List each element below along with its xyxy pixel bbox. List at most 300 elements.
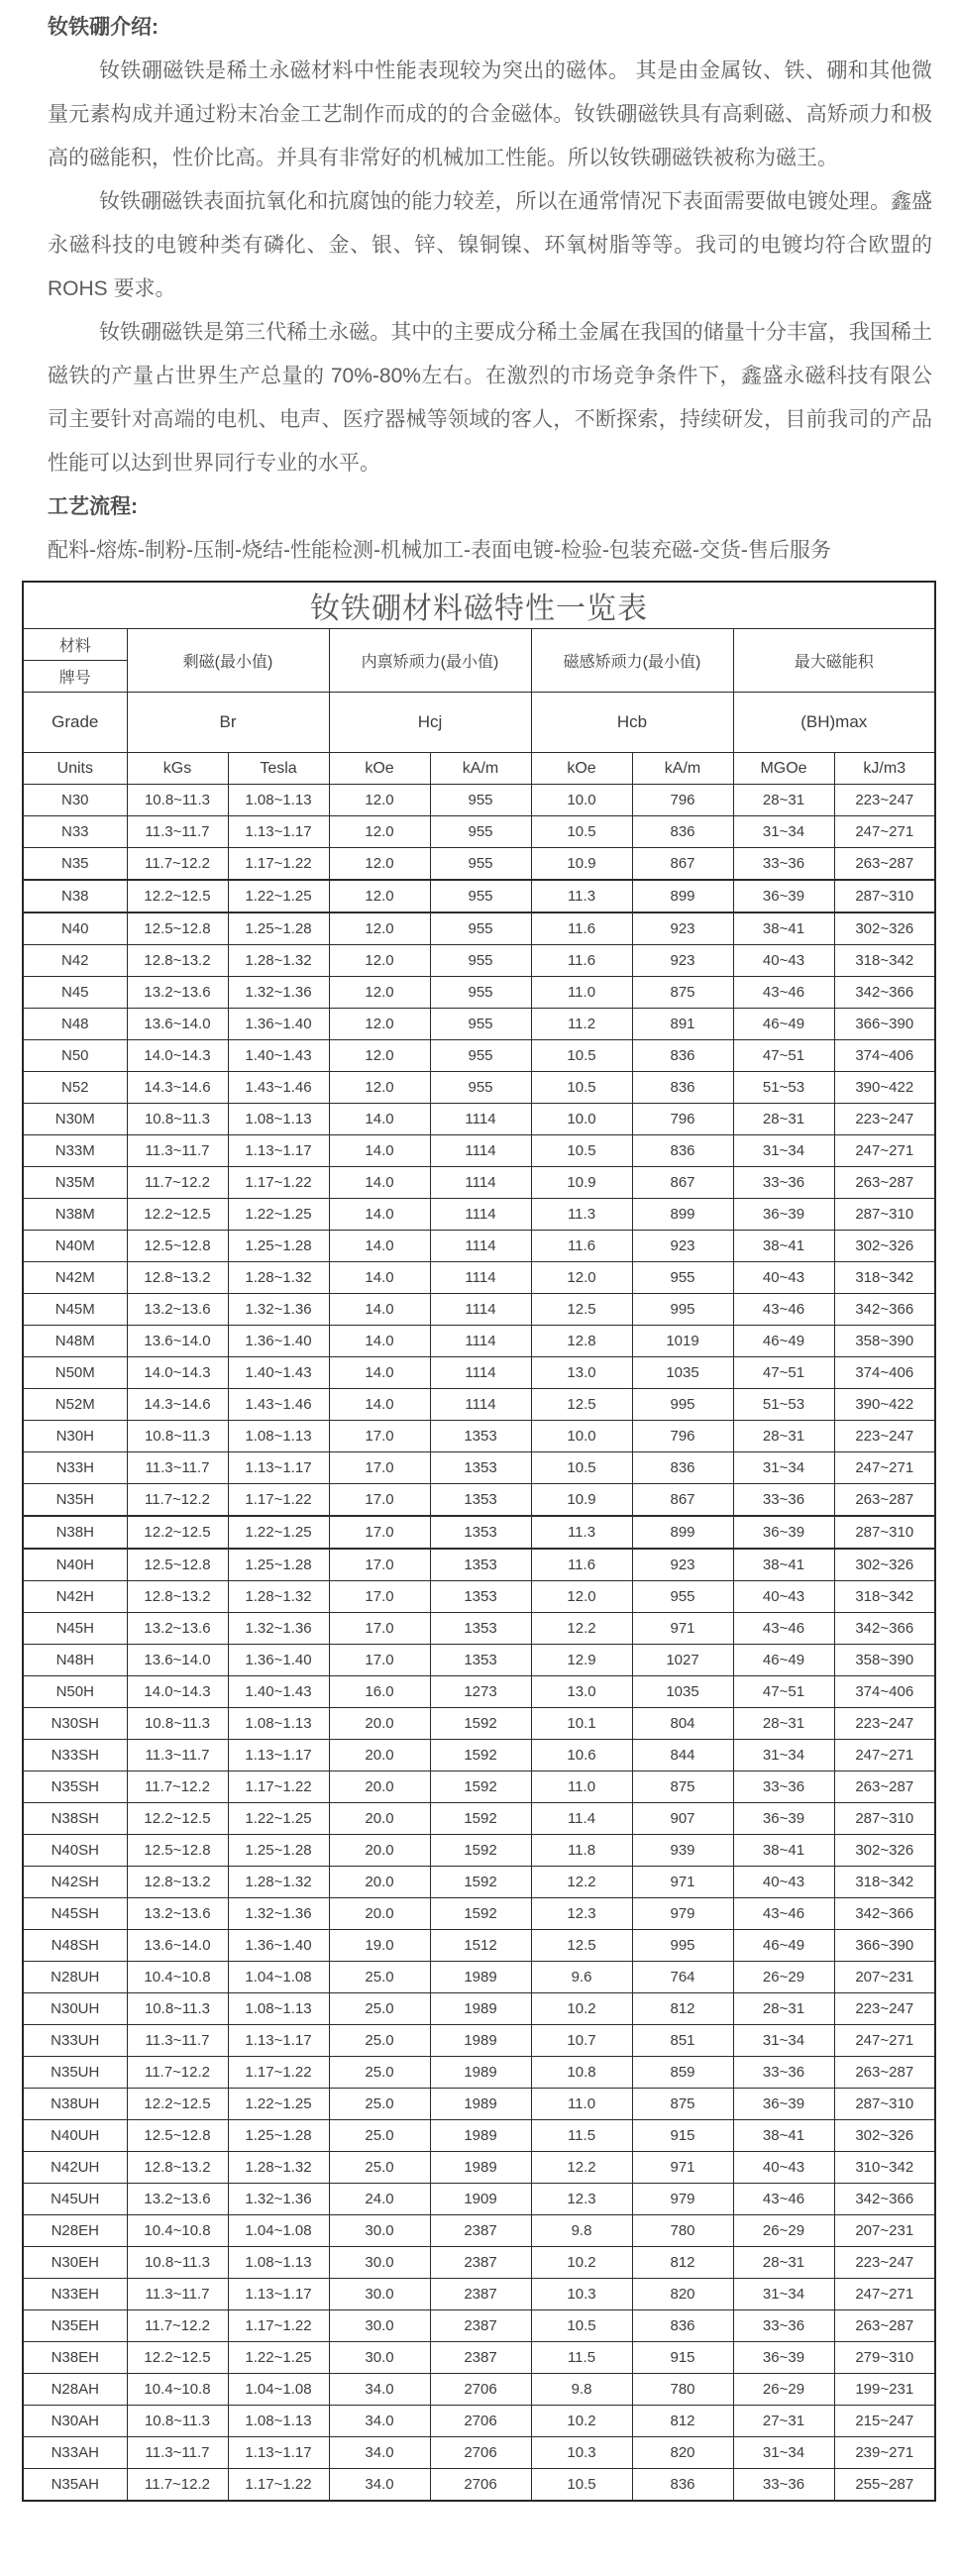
cell-value: 46~49 [733,1009,834,1040]
cell-value: 26~29 [733,2374,834,2406]
table-row [23,2279,935,2310]
cell-value: 1.17~1.22 [228,1771,329,1803]
cell-value: 10.1 [531,1708,632,1740]
cell-value: 302~326 [834,1231,935,1262]
cell-value: 10.4~10.8 [127,2374,228,2406]
cell-value: 46~49 [733,1645,834,1676]
cell-value: 12.5~12.8 [127,1835,228,1867]
cell-value: 12.2~12.5 [127,2342,228,2374]
table-title-row [23,582,935,629]
cell-value: 979 [632,1898,733,1930]
cell-value: 10.3 [531,2437,632,2469]
cell-value: 1.04~1.08 [228,2374,329,2406]
cell-value: 10.4~10.8 [127,2215,228,2247]
table-row [23,1357,935,1389]
cell-value: 1.08~1.13 [228,1708,329,1740]
cell-value: 1989 [430,2120,531,2152]
cell-value: 10.8~11.3 [127,2406,228,2437]
unit-kjm3: kJ/m3 [834,753,935,785]
cell-value: 374~406 [834,1357,935,1389]
cell-value: 1.32~1.36 [228,1613,329,1645]
cell-value: 13.2~13.6 [127,2184,228,2215]
cell-value: 915 [632,2120,733,2152]
cell-value: 1.17~1.22 [228,2057,329,2089]
cell-value: 12.2 [531,2152,632,2184]
cell-value: 13.2~13.6 [127,1294,228,1326]
cell-value: 223~247 [834,785,935,816]
cell-value: 867 [632,1484,733,1517]
cell-value: 20.0 [329,1867,430,1898]
table-row [23,1104,935,1135]
cell-value: 1114 [430,1167,531,1199]
table-row [23,1167,935,1199]
cell-grade: N30H [23,1421,127,1452]
cell-value: 14.3~14.6 [127,1072,228,1104]
cell-value: 875 [632,977,733,1009]
cell-value: 939 [632,1835,733,1867]
cell-value: 25.0 [329,1962,430,1993]
cell-grade: N35EH [23,2310,127,2342]
cell-value: 10.3 [531,2279,632,2310]
intro-paragraph-1: 钕铁硼磁铁是稀土永磁材料中性能表现较为突出的磁体。 其是由金属钕、铁、硼和其他微量元素构成并通过粉末冶金工艺制作而成的的合金磁体。钕铁硼磁铁具有高剩磁、高矫顽力和极高的磁能积，性价比高。并具有非常好的机械加工性能。所以钕铁硼磁铁被称为磁王。 [48,59,932,169]
cell-value: 263~287 [834,1771,935,1803]
cell-value: 955 [430,977,531,1009]
cell-value: 1.36~1.40 [228,1326,329,1357]
cell-value: 12.2~12.5 [127,880,228,912]
cell-value: 38~41 [733,1549,834,1581]
symbol-row [23,693,935,753]
cell-value: 14.0 [329,1199,430,1231]
cell-value: 34.0 [329,2469,430,2502]
cell-value: 1.13~1.17 [228,1740,329,1771]
cell-value: 31~34 [733,2025,834,2057]
cell-value: 31~34 [733,1135,834,1167]
cell-value: 31~34 [733,816,834,848]
cell-value: 263~287 [834,848,935,881]
cell-value: 12.5~12.8 [127,1231,228,1262]
cell-value: 24.0 [329,2184,430,2215]
cell-value: 223~247 [834,1708,935,1740]
table-row [23,2184,935,2215]
cell-value: 844 [632,1740,733,1771]
cell-grade: N40SH [23,1835,127,1867]
cell-grade: N38H [23,1516,127,1549]
cell-value: 1.08~1.13 [228,785,329,816]
cell-grade: N30SH [23,1708,127,1740]
cell-value: 342~366 [834,1898,935,1930]
cell-grade: N42UH [23,2152,127,2184]
cell-value: 1.22~1.25 [228,1803,329,1835]
cell-value: 34.0 [329,2437,430,2469]
cell-value: 10.8~11.3 [127,1421,228,1452]
intro-paragraph-3: 钕铁硼磁铁是第三代稀土永磁。其中的主要成分稀土金属在我国的储量十分丰富，我国稀土磁铁的产量占世界生产总量的 70%-80%左右。在激烈的市场竞争条件下，鑫盛永磁科技有限公司主要针对高端的电机、电声、医疗器械等领域的客人，不断探索，持续研发，目前我司的产品性能可以达到世界同行专业的水平。 [48,321,932,475]
cell-value: 2706 [430,2406,531,2437]
cell-value: 1.04~1.08 [228,2215,329,2247]
cell-value: 12.2~12.5 [127,1803,228,1835]
cell-value: 25.0 [329,1993,430,2025]
table-row [23,2089,935,2120]
cell-value: 247~271 [834,2279,935,2310]
cell-value: 11.8 [531,1835,632,1867]
cell-value: 12.2~12.5 [127,1516,228,1549]
cell-value: 907 [632,1803,733,1835]
cell-grade: N48H [23,1645,127,1676]
unit-kam-hcb: kA/m [632,753,733,785]
cell-grade: N42 [23,945,127,977]
unit-mgoe: MGOe [733,753,834,785]
cell-grade: N33SH [23,1740,127,1771]
table-row [23,1930,935,1962]
cell-value: 374~406 [834,1676,935,1708]
cell-value: 955 [430,785,531,816]
cell-grade: N38SH [23,1803,127,1835]
cell-value: 796 [632,1421,733,1452]
cell-value: 1.25~1.28 [228,1231,329,1262]
symbol-hcj: Hcj [329,693,531,753]
cell-value: 13.2~13.6 [127,1898,228,1930]
cell-value: 12.5 [531,1294,632,1326]
cell-value: 11.6 [531,1549,632,1581]
cell-value: 207~231 [834,1962,935,1993]
cell-value: 796 [632,785,733,816]
cell-grade: N52M [23,1389,127,1421]
cell-value: 10.2 [531,2406,632,2437]
cell-value: 25.0 [329,2089,430,2120]
cell-grade: N45H [23,1613,127,1645]
symbol-br: Br [127,693,329,753]
cell-value: 12.8~13.2 [127,1262,228,1294]
table-row [23,1771,935,1803]
cell-value: 40~43 [733,945,834,977]
cell-value: 971 [632,1613,733,1645]
table-row [23,945,935,977]
cell-grade: N42M [23,1262,127,1294]
cell-value: 1.08~1.13 [228,1421,329,1452]
cell-grade: N33EH [23,2279,127,2310]
cell-value: 14.0 [329,1326,430,1357]
cell-value: 14.0 [329,1262,430,1294]
cell-value: 1592 [430,1898,531,1930]
cell-grade: N33UH [23,2025,127,2057]
cell-value: 1.32~1.36 [228,1898,329,1930]
cell-value: 43~46 [733,1898,834,1930]
table-row [23,1009,935,1040]
cell-value: 43~46 [733,2184,834,2215]
cell-value: 12.8~13.2 [127,2152,228,2184]
cell-value: 14.0~14.3 [127,1676,228,1708]
cell-value: 867 [632,1167,733,1199]
cell-value: 14.0 [329,1389,430,1421]
cell-grade: N45 [23,977,127,1009]
cell-value: 342~366 [834,1294,935,1326]
cell-value: 13.6~14.0 [127,1009,228,1040]
cell-grade: N42H [23,1581,127,1613]
cell-value: 263~287 [834,1167,935,1199]
cell-value: 12.8 [531,1326,632,1357]
cell-value: 1114 [430,1199,531,1231]
cell-value: 1989 [430,2152,531,2184]
cell-value: 28~31 [733,1104,834,1135]
cell-value: 812 [632,2406,733,2437]
cell-value: 2387 [430,2342,531,2374]
cell-value: 33~36 [733,1771,834,1803]
table-row [23,1072,935,1104]
cell-value: 302~326 [834,1549,935,1581]
cell-value: 915 [632,2342,733,2374]
cell-value: 1592 [430,1740,531,1771]
cell-value: 30.0 [329,2215,430,2247]
cell-grade: N48 [23,1009,127,1040]
cell-value: 14.0 [329,1294,430,1326]
cell-value: 1.36~1.40 [228,1645,329,1676]
table-row [23,1581,935,1613]
cell-value: 20.0 [329,1771,430,1803]
cell-value: 287~310 [834,880,935,912]
cell-value: 955 [430,1040,531,1072]
cell-value: 2706 [430,2469,531,2502]
cell-value: 11.2 [531,1009,632,1040]
cell-value: 11.7~12.2 [127,2310,228,2342]
cell-value: 11.0 [531,977,632,1009]
cell-grade: N35SH [23,1771,127,1803]
cell-value: 287~310 [834,1803,935,1835]
header-group-bhmax: 最大磁能积 [733,629,935,693]
cell-value: 12.2 [531,1867,632,1898]
cell-grade: N33 [23,816,127,848]
cell-value: 31~34 [733,1740,834,1771]
cell-value: 17.0 [329,1613,430,1645]
process-heading: 工艺流程: [48,495,138,518]
cell-value: 12.0 [329,1009,430,1040]
cell-value: 1035 [632,1357,733,1389]
cell-value: 1.13~1.17 [228,816,329,848]
cell-value: 11.5 [531,2120,632,2152]
cell-value: 13.2~13.6 [127,1613,228,1645]
cell-value: 12.0 [329,1072,430,1104]
cell-value: 10.2 [531,2247,632,2279]
cell-value: 1.40~1.43 [228,1357,329,1389]
cell-value: 12.3 [531,2184,632,2215]
cell-value: 2706 [430,2374,531,2406]
cell-value: 247~271 [834,2025,935,2057]
table-row [23,2152,935,2184]
cell-value: 34.0 [329,2374,430,2406]
cell-value: 47~51 [733,1676,834,1708]
cell-value: 17.0 [329,1581,430,1613]
cell-value: 764 [632,1962,733,1993]
cell-value: 1592 [430,1867,531,1898]
table-row [23,1803,935,1835]
table-row [23,1835,935,1867]
cell-value: 875 [632,1771,733,1803]
cell-value: 11.3~11.7 [127,2279,228,2310]
cell-value: 366~390 [834,1009,935,1040]
cell-value: 1.25~1.28 [228,2120,329,2152]
cell-value: 955 [430,816,531,848]
cell-value: 263~287 [834,2310,935,2342]
cell-value: 12.0 [531,1581,632,1613]
cell-value: 1.08~1.13 [228,1104,329,1135]
cell-grade: N50M [23,1357,127,1389]
cell-value: 302~326 [834,912,935,945]
cell-value: 9.8 [531,2215,632,2247]
cell-value: 31~34 [733,1452,834,1484]
cell-value: 27~31 [733,2406,834,2437]
cell-value: 374~406 [834,1040,935,1072]
cell-value: 820 [632,2437,733,2469]
cell-value: 1114 [430,1104,531,1135]
table-row [23,1516,935,1549]
cell-value: 1114 [430,1231,531,1262]
header-group-br: 剩磁(最小值) [127,629,329,693]
cell-grade: N45SH [23,1898,127,1930]
cell-value: 1027 [632,1645,733,1676]
table-row [23,1740,935,1771]
cell-value: 12.8~13.2 [127,1581,228,1613]
cell-grade: N48M [23,1326,127,1357]
header-group-hcb: 磁感矫顽力(最小值) [531,629,733,693]
cell-value: 318~342 [834,1581,935,1613]
cell-value: 25.0 [329,2025,430,2057]
cell-value: 10.8~11.3 [127,785,228,816]
cell-value: 10.5 [531,1040,632,1072]
cell-value: 11.3~11.7 [127,1452,228,1484]
cell-value: 10.5 [531,1135,632,1167]
cell-value: 836 [632,1452,733,1484]
cell-value: 366~390 [834,1930,935,1962]
cell-value: 14.0 [329,1357,430,1389]
cell-value: 971 [632,2152,733,2184]
cell-value: 10.9 [531,848,632,881]
cell-value: 12.0 [329,977,430,1009]
cell-value: 199~231 [834,2374,935,2406]
cell-value: 12.9 [531,1645,632,1676]
cell-value: 995 [632,1389,733,1421]
cell-value: 43~46 [733,977,834,1009]
cell-value: 51~53 [733,1072,834,1104]
cell-value: 1.08~1.13 [228,2247,329,2279]
cell-value: 11.3 [531,1199,632,1231]
cell-value: 43~46 [733,1294,834,1326]
cell-value: 247~271 [834,1452,935,1484]
cell-value: 28~31 [733,1993,834,2025]
cell-value: 12.5~12.8 [127,2120,228,2152]
header-grade-cn: 牌号 [23,661,127,693]
cell-value: 1989 [430,2057,531,2089]
table-row [23,912,935,945]
cell-value: 1.36~1.40 [228,1009,329,1040]
cell-value: 1.28~1.32 [228,1262,329,1294]
table-row [23,1040,935,1072]
cell-value: 10.9 [531,1484,632,1517]
table-row [23,785,935,816]
cell-value: 247~271 [834,1740,935,1771]
cell-value: 1592 [430,1708,531,1740]
cell-value: 11.7~12.2 [127,2057,228,2089]
cell-value: 33~36 [733,1167,834,1199]
cell-value: 318~342 [834,945,935,977]
cell-value: 955 [430,1072,531,1104]
table-row [23,2215,935,2247]
cell-value: 13.0 [531,1676,632,1708]
cell-value: 25.0 [329,2057,430,2089]
cell-value: 812 [632,2247,733,2279]
cell-value: 10.6 [531,1740,632,1771]
cell-grade: N40H [23,1549,127,1581]
cell-grade: N35AH [23,2469,127,2502]
cell-value: 12.2~12.5 [127,1199,228,1231]
cell-value: 1114 [430,1389,531,1421]
cell-value: 1353 [430,1421,531,1452]
cell-value: 1353 [430,1516,531,1549]
table-row [23,1389,935,1421]
table-row [23,1867,935,1898]
cell-value: 1989 [430,1993,531,2025]
cell-value: 12.0 [329,785,430,816]
cell-value: 13.0 [531,1357,632,1389]
cell-value: 1.32~1.36 [228,1294,329,1326]
cell-value: 14.0 [329,1167,430,1199]
cell-value: 17.0 [329,1452,430,1484]
cell-grade: N35 [23,848,127,881]
cell-value: 1.13~1.17 [228,2437,329,2469]
cell-value: 1353 [430,1645,531,1676]
cell-value: 1.40~1.43 [228,1676,329,1708]
cell-value: 302~326 [834,1835,935,1867]
cell-value: 923 [632,945,733,977]
cell-value: 11.7~12.2 [127,1167,228,1199]
table-row [23,816,935,848]
cell-value: 33~36 [733,848,834,881]
cell-value: 875 [632,2089,733,2120]
header-group-hcj: 内禀矫顽力(最小值) [329,629,531,693]
cell-value: 28~31 [733,1421,834,1452]
cell-value: 318~342 [834,1867,935,1898]
table-row [23,848,935,881]
cell-value: 1035 [632,1676,733,1708]
cell-value: 1.22~1.25 [228,2089,329,2120]
intro-section [0,0,958,577]
cell-value: 10.0 [531,785,632,816]
grades-tbody [23,785,935,2502]
cell-value: 26~29 [733,2215,834,2247]
cell-value: 12.5 [531,1930,632,1962]
symbol-bhmax: (BH)max [733,693,935,753]
table-row [23,1452,935,1484]
cell-grade: N48SH [23,1930,127,1962]
cell-value: 1.25~1.28 [228,1835,329,1867]
cell-value: 955 [632,1262,733,1294]
cell-value: 263~287 [834,1484,935,1517]
unit-koe-hcj: kOe [329,753,430,785]
cell-value: 2387 [430,2279,531,2310]
cell-value: 33~36 [733,1484,834,1517]
cell-grade: N50 [23,1040,127,1072]
cell-value: 1592 [430,1835,531,1867]
cell-value: 25.0 [329,2152,430,2184]
cell-value: 36~39 [733,1516,834,1549]
cell-value: 11.3~11.7 [127,1740,228,1771]
cell-value: 851 [632,2025,733,2057]
cell-value: 38~41 [733,912,834,945]
cell-value: 11.7~12.2 [127,1771,228,1803]
cell-value: 20.0 [329,1835,430,1867]
cell-value: 11.7~12.2 [127,1484,228,1517]
cell-value: 1019 [632,1326,733,1357]
cell-value: 38~41 [733,2120,834,2152]
cell-value: 12.0 [329,880,430,912]
cell-value: 255~287 [834,2469,935,2502]
